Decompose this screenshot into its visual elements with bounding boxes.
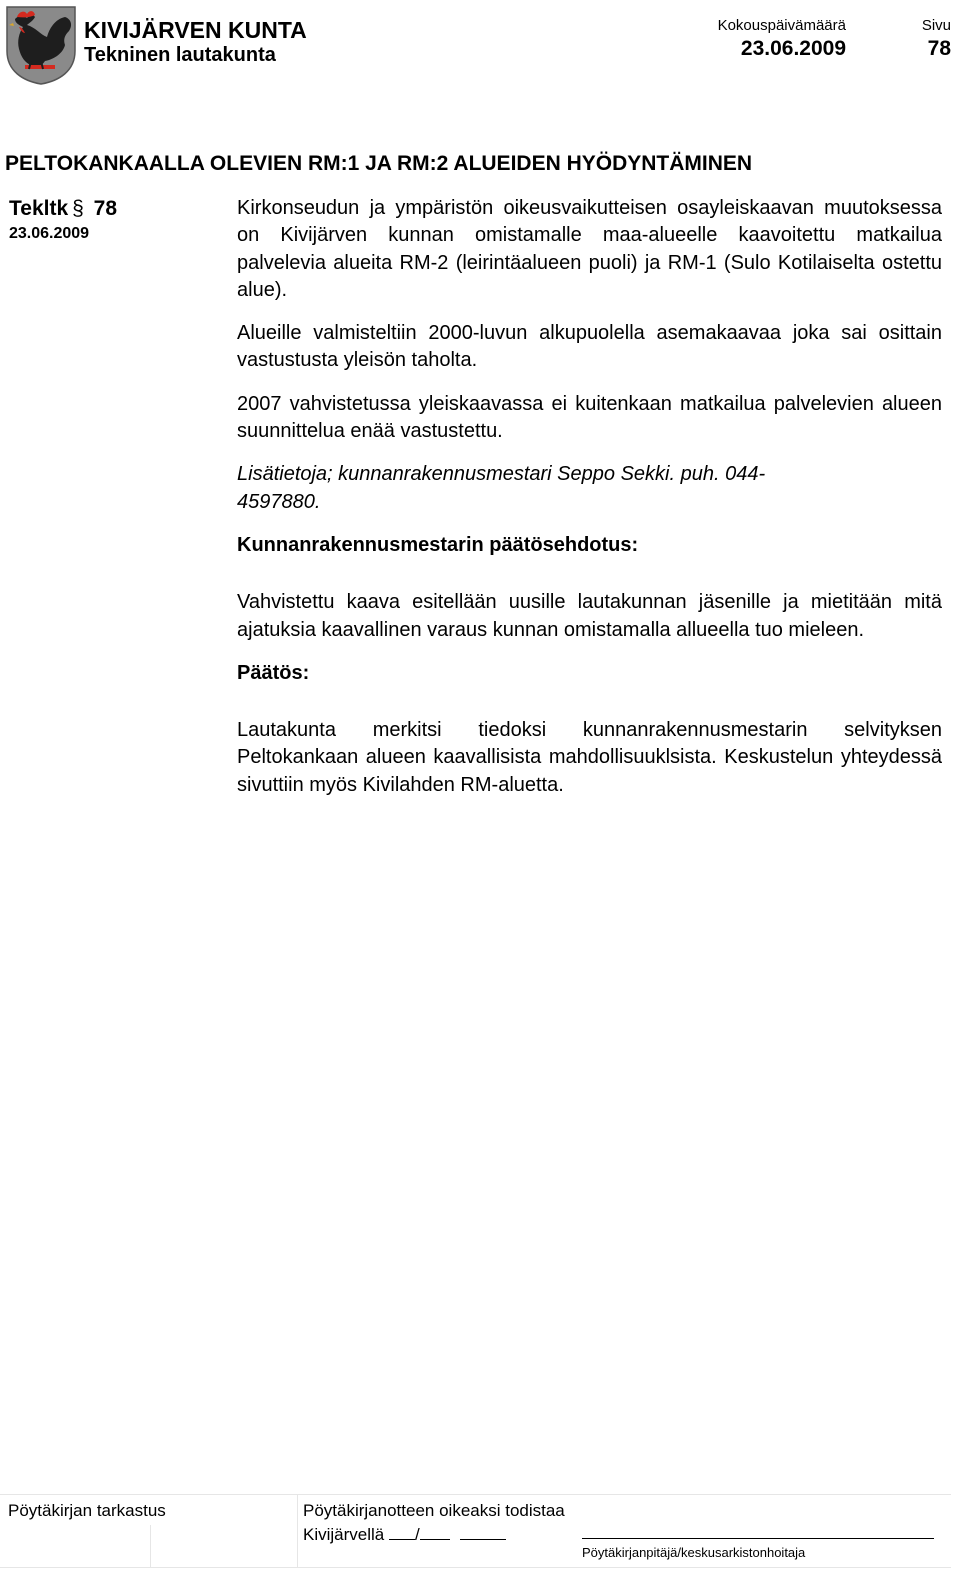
signer-label: Pöytäkirjanpitäjä/keskusarkistonhoitaja (582, 1545, 806, 1560)
contact-info-line1: Lisätietoja; kunnanrakennusmestari Seppo Sekki. puh. 044- (237, 463, 766, 486)
contact-info-line2: 4597880. (237, 490, 321, 513)
day-blank (389, 1523, 415, 1540)
rooster-coat-of-arms-icon (5, 5, 77, 85)
proposal-heading: Kunnanrakennusmestarin päätösehdotus: (237, 533, 639, 556)
paragraph-background: Kirkonseudun ja ympäristön oikeusvaikutteisen osayleiskaavan muutoksessa on Kivijärven kunnan omistamalle maa-alueelle kaavoitettu matkailua palvelevia alueita RM-2 (leirintäalueen puoli) ja RM-1 (Sulo Kotilaiselta ostettu alue). (237, 197, 942, 301)
paragraph-2007-plan: 2007 vahvistetussa yleiskaavassa ei kuitenkaan matkailua palvelevien alueen suunnittelua enää vastustettu. (237, 392, 942, 443)
decision-text: Lautakunta merkitsi tiedoksi kunnanrakennusmestarin selvityksen Peltokankaan alueen kaavallisista mahdollisuuklsista. Keskustelun yhteydessä sivuttiin myös Kivilahden RM-aluetta. (237, 719, 942, 796)
footer-divider (297, 1495, 298, 1567)
month-blank (420, 1523, 450, 1540)
board-abbreviation: Tekltk (9, 197, 69, 220)
date-separator: / (414, 1525, 420, 1544)
section-symbol: § (72, 197, 84, 220)
section-date: 23.06.2009 (9, 225, 90, 242)
contact-info (237, 461, 942, 516)
decision-heading: Päätös: (237, 661, 310, 684)
meeting-date-label: Kokouspäivämäärä (717, 17, 846, 34)
document-body (237, 195, 942, 799)
section-number: 78 (93, 197, 118, 220)
year-blank (460, 1523, 506, 1540)
certification-place-date (303, 1523, 506, 1546)
minutes-check-label: Pöytäkirjan tarkastus (8, 1501, 166, 1520)
certification-label: Pöytäkirjanotteen oikeaksi todistaa (303, 1501, 565, 1520)
page-number: 78 (927, 37, 951, 60)
department-name: Tekninen lautakunta (84, 44, 276, 66)
proposal-text: Vahvistettu kaava esitellään uusille lautakunnan jäsenille ja mietitään mitä ajatuksia kaavallinen varaus kunnan omistamalla allueella tuo mieleen. (237, 591, 942, 641)
page-label: Sivu (921, 17, 951, 34)
place-name: Kivijärvellä (303, 1525, 385, 1544)
section-reference (9, 196, 117, 222)
coat-of-arms-logo (5, 5, 77, 85)
footer (0, 1494, 951, 1568)
paragraph-history: Alueille valmisteltiin 2000-luvun alkupuolella asemakaavaa joka sai osittain vastustusta yleisön taholta. (237, 322, 942, 372)
document-title: PELTOKANKAALLA OLEVIEN RM:1 JA RM:2 ALUEIDEN HYÖDYNTÄMINEN (5, 152, 753, 175)
signature-line (582, 1538, 934, 1539)
meeting-date-value: 23.06.2009 (740, 37, 846, 60)
footer-divider (150, 1525, 151, 1567)
organization-name: KIVIJÄRVEN KUNTA (84, 17, 307, 43)
